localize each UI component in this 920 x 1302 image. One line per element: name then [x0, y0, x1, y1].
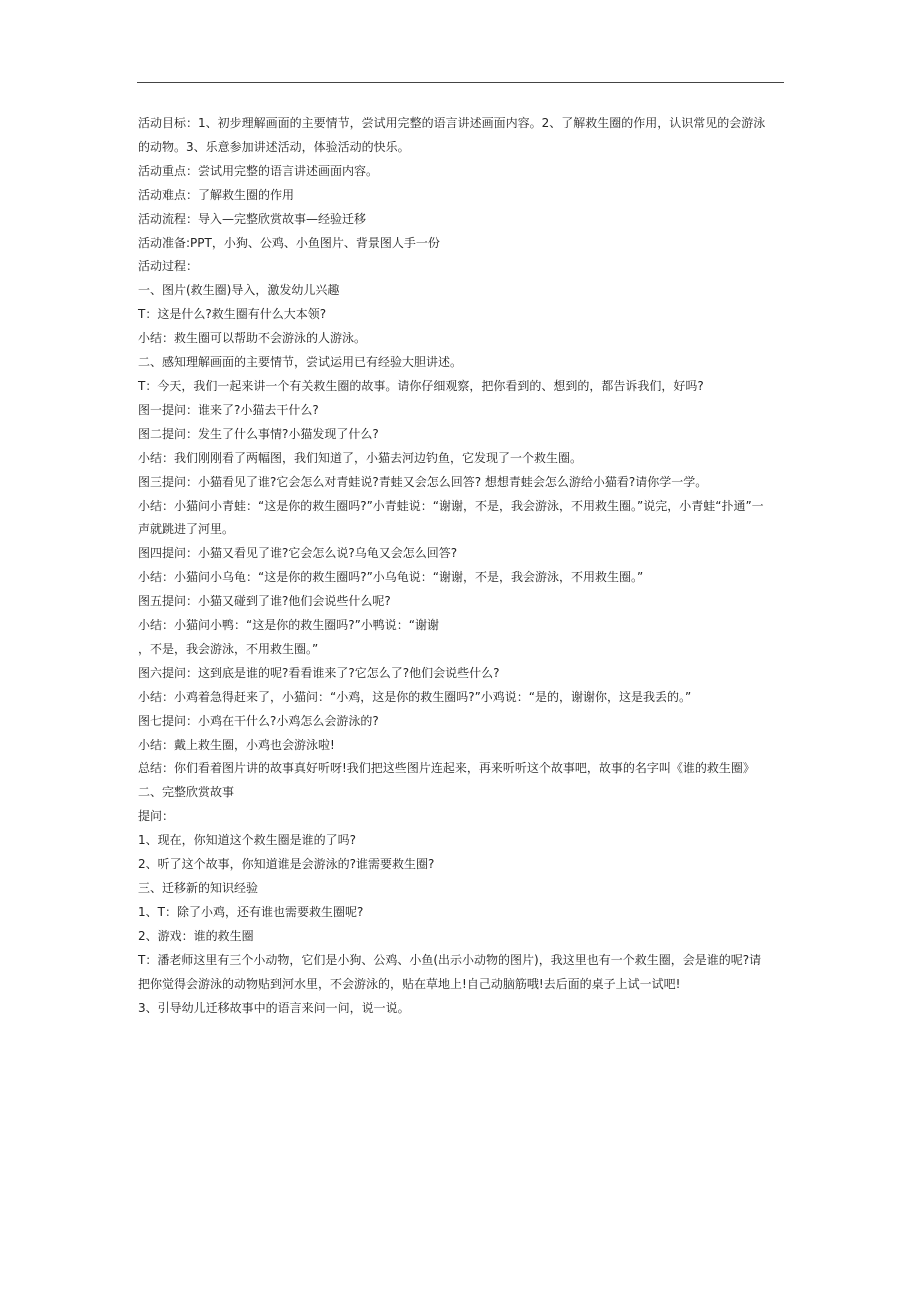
text-line: 小结：小鸡着急得赶来了，小猫问：“小鸡，这是你的救生圈吗?”小鸡说：“是的，谢谢你，这是我丢的。” [138, 689, 692, 704]
text-line: 小结：小猫问小青蛙：“这是你的救生圈吗?”小青蛙说：“谢谢，不是，我会游泳，不用救生圈。”说完，小青蛙“扑通”一 [138, 498, 764, 513]
text-line: T：这是什么?救生圈有什么大本领? [138, 307, 327, 322]
text-line: 图七提问：小鸡在干什么?小鸡怎么会游泳的? [138, 713, 379, 728]
text-line: 图五提问：小猫又碰到了谁?他们会说些什么呢? [138, 594, 391, 609]
text-line: 活动难点：了解救生圈的作用 [138, 187, 295, 202]
text-line: T：今天，我们一起来讲一个有关救生圈的故事。请你仔细观察，把你看到的、想到的，都告诉我们，好吗? [138, 378, 704, 393]
text-line: 图二提问：发生了什么事情?小猫发现了什么? [138, 426, 379, 441]
text-line: 声就跳进了河里。 [138, 522, 235, 537]
text-line: 把你觉得会游泳的动物贴到河水里，不会游泳的，贴在草地上!自己动脑筋哦!去后面的桌子上试一试吧! [138, 976, 681, 991]
text-line: 总结：你们看着图片讲的故事真好听呀!我们把这些图片连起来，再来听听这个故事吧，故事的名字叫《谁的救生圈》 [138, 761, 755, 776]
text-line: 小结：小猫问小乌龟：“这是你的救生圈吗?”小乌龟说：“谢谢，不是，我会游泳，不用救生圈。” [138, 570, 644, 585]
text-line: ，不是，我会游泳，不用救生圈。” [138, 641, 319, 656]
text-line: 活动准备:PPT，小狗、公鸡、小鱼图片、背景图人手一份 [138, 235, 440, 250]
text-line: 图三提问：小猫看见了谁?它会怎么对青蛙说?青蛙又会怎么回答? 想想青蛙会怎么游给小猫看?请你学一学。 [138, 474, 708, 489]
text-line: 小结：戴上救生圈，小鸡也会游泳啦! [138, 737, 335, 752]
text-line: 3、引导幼儿迁移故事中的语言来问一问，说一说。 [138, 1000, 410, 1015]
document-body [138, 112, 786, 1020]
header-rule [137, 82, 784, 83]
text-line: 小结：救生圈可以帮助不会游泳的人游泳。 [138, 331, 367, 346]
text-line: 活动重点：尝试用完整的语言讲述画面内容。 [138, 163, 379, 178]
text-line: 图一提问：谁来了?小猫去干什么? [138, 402, 319, 417]
text-line: 2、游戏：谁的救生圈 [138, 928, 254, 943]
text-line: 三、迁移新的知识经验 [138, 881, 259, 895]
text-line: 小结：我们刚刚看了两幅图，我们知道了，小猫去河边钓鱼，它发现了一个救生圈。 [138, 450, 583, 465]
text-line: 提问： [138, 809, 175, 824]
text-line: 图六提问：这到底是谁的呢?看看谁来了?它怎么了?他们会说些什么? [138, 665, 500, 680]
text-line: 小结：小猫问小鸭：“这是你的救生圈吗?”小鸭说：“谢谢 [138, 618, 440, 633]
text-line: 1、现在，你知道这个救生圈是谁的了吗? [138, 833, 357, 848]
text-line: 二、感知理解画面的主要情节，尝试运用已有经验大胆讲述。 [138, 355, 463, 370]
text-line: 二、完整欣赏故事 [138, 785, 235, 800]
text-line: 的动物。3、乐意参加讲述活动，体验活动的快乐。 [138, 139, 410, 154]
text-line: 活动流程：导入—完整欣赏故事—经验迁移 [138, 211, 367, 226]
text-line: 一、图片(救生圈)导入，激发幼儿兴趣 [138, 283, 340, 298]
text-line: T：潘老师这里有三个小动物，它们是小狗、公鸡、小鱼(出示小动物的图片)，我这里也有一个救生圈，会是谁的呢?请 [138, 952, 762, 967]
text-line: 2、听了这个故事，你知道谁是会游泳的?谁需要救生圈? [138, 857, 435, 872]
text-line: 图四提问：小猫又看见了谁?它会怎么说?乌龟又会怎么回答? [138, 546, 458, 561]
text-line: 活动过程： [138, 259, 199, 274]
text-line: 活动目标：1、初步理解画面的主要情节，尝试用完整的语言讲述画面内容。2、了解救生圈的作用，认识常见的会游泳 [138, 116, 766, 130]
text-line: 1、T：除了小鸡，还有谁也需要救生圈呢? [138, 904, 364, 919]
